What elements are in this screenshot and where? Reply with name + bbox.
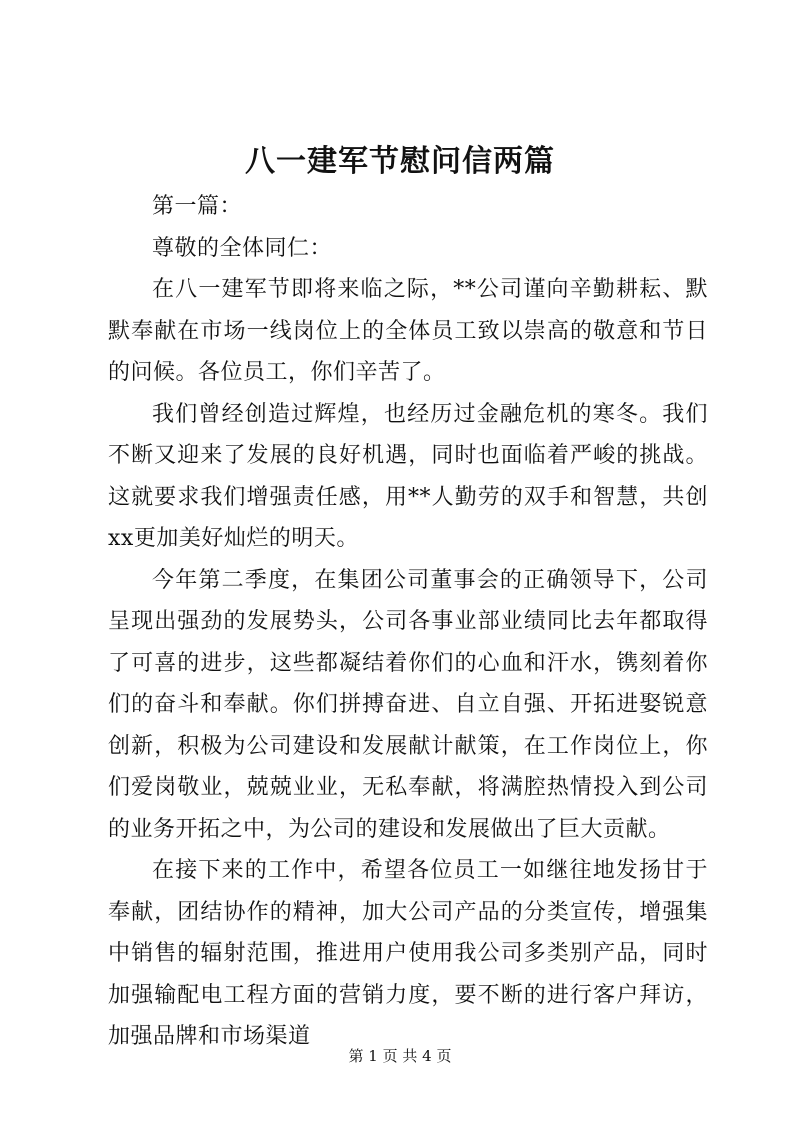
- section-heading: 第一篇：: [152, 194, 243, 219]
- body-paragraph: 我们曾经创造过辉煌，也经历过金融危机的寒冬。我们不断又迎来了发展的良好机遇，同时也面临着严峻的挑战。这就要求我们增强责任感，用**人勤劳的双手和智慧，共创xx更加美好灿烂的明天。: [108, 401, 708, 551]
- salutation: 尊敬的全体同仁：: [152, 235, 333, 261]
- document-title: 八一建军节慰问信两篇: [245, 144, 555, 179]
- body-paragraph: 在接下来的工作中，希望各位员工一如继往地发扬甘于奉献，团结协作的精神，加大公司产品的分类宣传，增强集中销售的辐射范围，推进用户使用我公司多类别产品，同时加强输配电工程方面的营销力度，要不断的进行客户拜访，加强品牌和市场渠道: [108, 858, 708, 1049]
- page-number-footer: 第 1 页 共 4 页: [348, 1047, 452, 1065]
- document-body: [108, 186, 708, 1058]
- body-paragraph: 在八一建军节即将来临之际，**公司谨向辛勤耕耘、默默奉献在市场一线岗位上的全体员工致以崇高的敬意和节日的问候。各位员工，你们辛苦了。: [108, 277, 708, 385]
- body-paragraph: 今年第二季度，在集团公司董事会的正确领导下，公司呈现出强劲的发展势头，公司各事业部业绩同比去年都取得了可喜的进步，这些都凝结着你们的心血和汗水，镌刻着你们的奋斗和奉献。你们拼搏奋进、自立自强、开拓进娶锐意创新，积极为公司建设和发展献计献策，在工作岗位上，你们爱岗敬业，兢兢业业，无私奉献，将满腔热情投入到公司的业务开拓之中，为公司的建设和发展做出了巨大贡献。: [108, 567, 708, 842]
